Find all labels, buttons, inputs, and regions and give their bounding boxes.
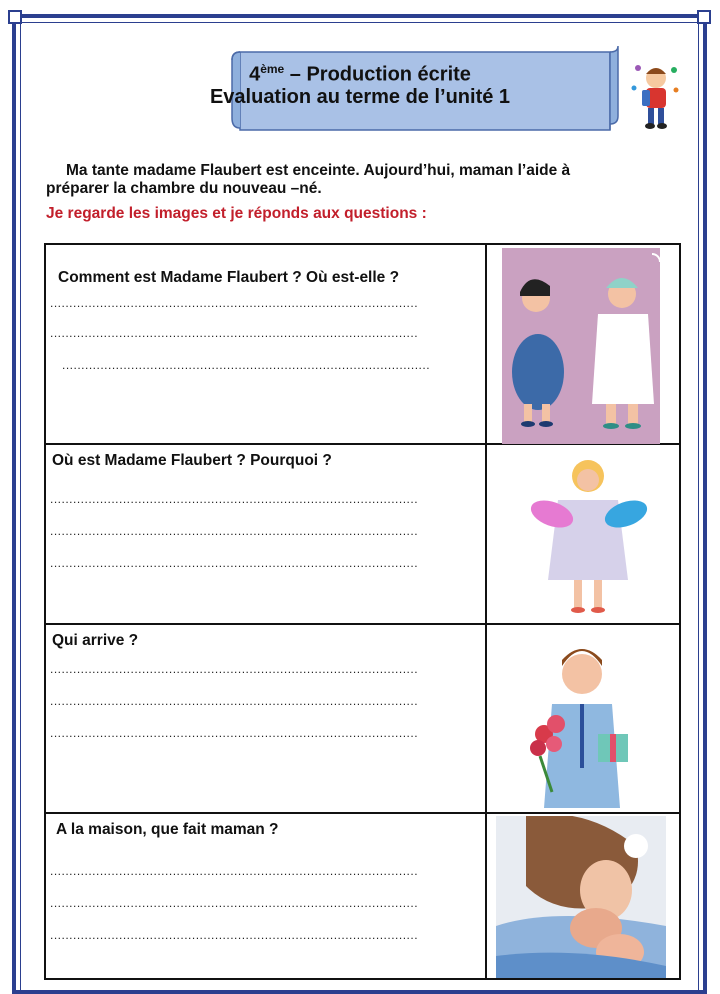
answer-line[interactable]: ................................................................................................: [50, 492, 419, 506]
question-3: Qui arrive ?: [52, 632, 139, 649]
question-2: Où est Madame Flaubert ? Pourquoi ?: [52, 452, 332, 469]
instruction-text: Je regarde les images et je réponds aux questions :: [46, 205, 427, 222]
answer-line[interactable]: ................................................................................................: [50, 928, 419, 942]
schoolboy-illustration-icon: [628, 60, 683, 132]
answer-line[interactable]: ................................................................................................: [50, 524, 419, 538]
intro-line-2: préparer la chambre du nouveau –né.: [46, 180, 322, 197]
answer-line[interactable]: ................................................................................................: [62, 358, 431, 372]
answer-line[interactable]: ................................................................................................: [50, 896, 419, 910]
question-1: Comment est Madame Flaubert ? Où est-elle ?: [58, 269, 400, 286]
frame-corner: [8, 10, 22, 24]
row-divider: [44, 812, 681, 814]
answer-line[interactable]: ................................................................................................: [50, 726, 419, 740]
answer-line[interactable]: ................................................................................................: [50, 326, 419, 340]
page-subtitle: Evaluation au terme de l’unité 1: [209, 86, 511, 108]
question-4: A la maison, que fait maman ?: [56, 821, 279, 838]
row-divider: [44, 623, 681, 625]
pregnant-woman-doctor-illustration-icon: [502, 248, 660, 444]
intro-line-1: Ma tante madame Flaubert est enceinte. Aujourd’hui, maman l’aide à: [66, 162, 571, 179]
answer-line[interactable]: ................................................................................................: [50, 296, 419, 310]
frame-corner: [697, 10, 711, 24]
answer-line[interactable]: ................................................................................................: [50, 556, 419, 570]
intro-text: [46, 162, 666, 198]
answer-line[interactable]: ................................................................................................: [50, 864, 419, 878]
man-flowers-gift-illustration-icon: [524, 640, 636, 808]
answer-line[interactable]: ................................................................................................: [50, 662, 419, 676]
answer-line[interactable]: ................................................................................................: [50, 694, 419, 708]
nurse-twins-illustration-icon: [528, 452, 648, 618]
mother-babies-illustration-icon: [496, 816, 666, 978]
table-divider: [485, 243, 487, 980]
page-title: 4ème – Production écrite: [249, 62, 471, 86]
